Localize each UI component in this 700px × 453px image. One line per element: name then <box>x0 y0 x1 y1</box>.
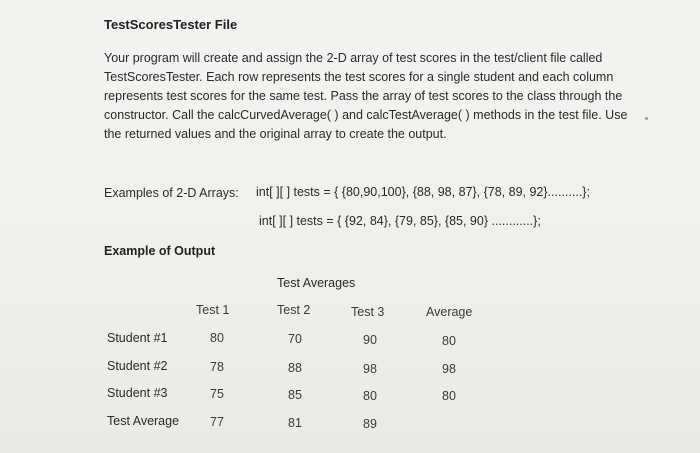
table-cell: 75 <box>210 387 224 401</box>
table-cell: 80 <box>442 389 456 403</box>
table-cell: 85 <box>288 388 302 402</box>
table-cell: 70 <box>288 332 302 346</box>
description-paragraph <box>104 49 644 144</box>
description-line: Your program will create and assign the 2-D array of test scores in the test/client file called <box>104 51 603 65</box>
table-cell: 80 <box>442 334 456 348</box>
row-label-student-2: Student #2 <box>107 359 168 373</box>
table-cell: 89 <box>363 417 377 431</box>
table-cell: 80 <box>363 389 377 403</box>
examples-label: Examples of 2-D Arrays: <box>104 186 239 200</box>
description-line: the returned values and the original array to create the output. <box>104 127 447 141</box>
example-array-2: int[ ][ ] tests = { {92, 84}, {79, 85}, {85, 90} ............}; <box>259 214 541 228</box>
table-cell: 90 <box>363 333 377 347</box>
description-line: represents test scores for the same test. Pass the array of test scores to the class through the <box>104 89 623 103</box>
row-label-student-3: Student #3 <box>107 386 168 400</box>
table-cell: 78 <box>210 360 224 374</box>
table-cell: 98 <box>363 362 377 376</box>
header-test-2: Test 2 <box>277 303 311 317</box>
table-cell: 81 <box>288 416 302 430</box>
mark-dot <box>645 117 648 120</box>
table-cell: 80 <box>210 331 224 345</box>
header-test-3: Test 3 <box>351 305 385 319</box>
document-title: TestScoresTester File <box>104 17 238 32</box>
table-cell: 77 <box>210 415 224 429</box>
row-label-student-1: Student #1 <box>107 331 168 345</box>
table-cell: 88 <box>288 361 302 375</box>
header-test-1: Test 1 <box>196 303 230 317</box>
description-line: TestScoresTester. Each row represents the test scores for a single student and each column <box>104 70 614 84</box>
row-label-test-average: Test Average <box>107 414 180 428</box>
description-line: constructor. Call the calcCurvedAverage( ) and calcTestAverage( ) methods in the test file. Use <box>104 108 628 122</box>
example-array-1: int[ ][ ] tests = { {80,90,100}, {88, 98, 87}, {78, 89, 92}..........}; <box>256 185 590 199</box>
header-average: Average <box>426 305 473 319</box>
output-example-label: Example of Output <box>104 244 216 258</box>
table-title: Test Averages <box>277 276 356 290</box>
table-cell: 98 <box>442 362 456 376</box>
